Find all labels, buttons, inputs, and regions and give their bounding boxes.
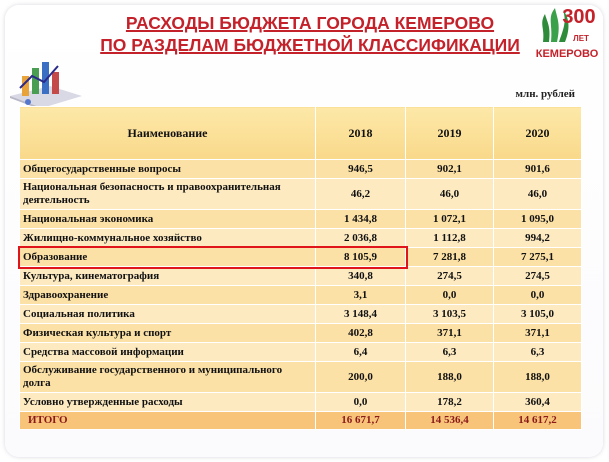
row-2018: 6,4 [316, 343, 406, 362]
row-name: Образование [20, 248, 316, 267]
row-2020: 188,0 [494, 362, 582, 393]
row-2018: 3 148,4 [316, 305, 406, 324]
row-2020: 0,0 [494, 286, 582, 305]
row-name: Физическая культура и спорт [20, 324, 316, 343]
table-row [20, 362, 582, 393]
row-name: Культура, кинематография [20, 267, 316, 286]
row-2020: 3 105,0 [494, 305, 582, 324]
row-2018: 0,0 [316, 393, 406, 412]
row-2019: 7 281,8 [406, 248, 494, 267]
row-2019: 274,5 [406, 267, 494, 286]
row-2020: 46,0 [494, 179, 582, 210]
title-line-2: ПО РАЗДЕЛАМ БЮДЖЕТНОЙ КЛАССИФИКАЦИИ [100, 35, 520, 55]
row-2020: 274,5 [494, 267, 582, 286]
table-row [20, 393, 582, 412]
row-2019: 188,0 [406, 362, 494, 393]
row-name: Средства массовой информации [20, 343, 316, 362]
row-2019: 0,0 [406, 286, 494, 305]
row-2019: 178,2 [406, 393, 494, 412]
table-row [20, 286, 582, 305]
row-2018: 8 105,9 [316, 248, 406, 267]
row-2019: 6,3 [406, 343, 494, 362]
table-row [20, 267, 582, 286]
row-name: Национальная безопасность и правоохранительная деятельность [20, 179, 316, 210]
table-row [20, 324, 582, 343]
row-2018: 3,1 [316, 286, 406, 305]
table-row [20, 210, 582, 229]
row-2018: 402,8 [316, 324, 406, 343]
logo-years: 300 [562, 6, 596, 28]
row-2018: 340,8 [316, 267, 406, 286]
bar-chart-icon [6, 58, 86, 110]
row-name: Здравоохранение [20, 286, 316, 305]
row-2020: 360,4 [494, 393, 582, 412]
total-2018: 16 671,7 [316, 412, 406, 430]
row-2020: 6,3 [494, 343, 582, 362]
header-2019: 2019 [406, 107, 494, 160]
table-row [20, 179, 582, 210]
total-2019: 14 536,4 [406, 412, 494, 430]
row-2019: 3 103,5 [406, 305, 494, 324]
title-line-1: РАСХОДЫ БЮДЖЕТА ГОРОДА КЕМЕРОВО [125, 13, 495, 33]
row-2020: 371,1 [494, 324, 582, 343]
row-2020: 1 095,0 [494, 210, 582, 229]
row-name: Социальная политика [20, 305, 316, 324]
row-2019: 902,1 [406, 160, 494, 179]
row-2018: 1 434,8 [316, 210, 406, 229]
table-header-row [20, 107, 582, 160]
row-2018: 200,0 [316, 362, 406, 393]
row-name: Жилищно-коммунальное хозяйство [20, 229, 316, 248]
table-row [20, 343, 582, 362]
row-name: Условно утвержденные расходы [20, 393, 316, 412]
education-row-highlight [18, 246, 408, 269]
row-2019: 1 072,1 [406, 210, 494, 229]
table-row [20, 305, 582, 324]
row-2020: 7 275,1 [494, 248, 582, 267]
table-row [20, 160, 582, 179]
row-name: Обслуживание государственного и муниципального долга [20, 362, 316, 393]
row-2018: 2 036,8 [316, 229, 406, 248]
row-2018: 946,5 [316, 160, 406, 179]
unit-label: млн. рублей [515, 88, 575, 100]
table-total-row [20, 412, 582, 430]
total-2020: 14 617,2 [494, 412, 582, 430]
header-name: Наименование [20, 107, 316, 160]
row-2018: 46,2 [316, 179, 406, 210]
row-2020: 901,6 [494, 160, 582, 179]
row-name: Общегосударственные вопросы [20, 160, 316, 179]
row-2020: 994,2 [494, 229, 582, 248]
row-2019: 1 112,8 [406, 229, 494, 248]
total-name: ИТОГО [20, 412, 316, 430]
logo-word-bottom: КЕМЕРОВО [535, 48, 599, 60]
header-2018: 2018 [316, 107, 406, 160]
header-2020: 2020 [494, 107, 582, 160]
row-name: Национальная экономика [20, 210, 316, 229]
city-anniversary-logo [533, 4, 601, 66]
logo-word-top: ЛЕТ [573, 34, 589, 43]
row-2019: 371,1 [406, 324, 494, 343]
page-title [60, 12, 560, 56]
row-2019: 46,0 [406, 179, 494, 210]
